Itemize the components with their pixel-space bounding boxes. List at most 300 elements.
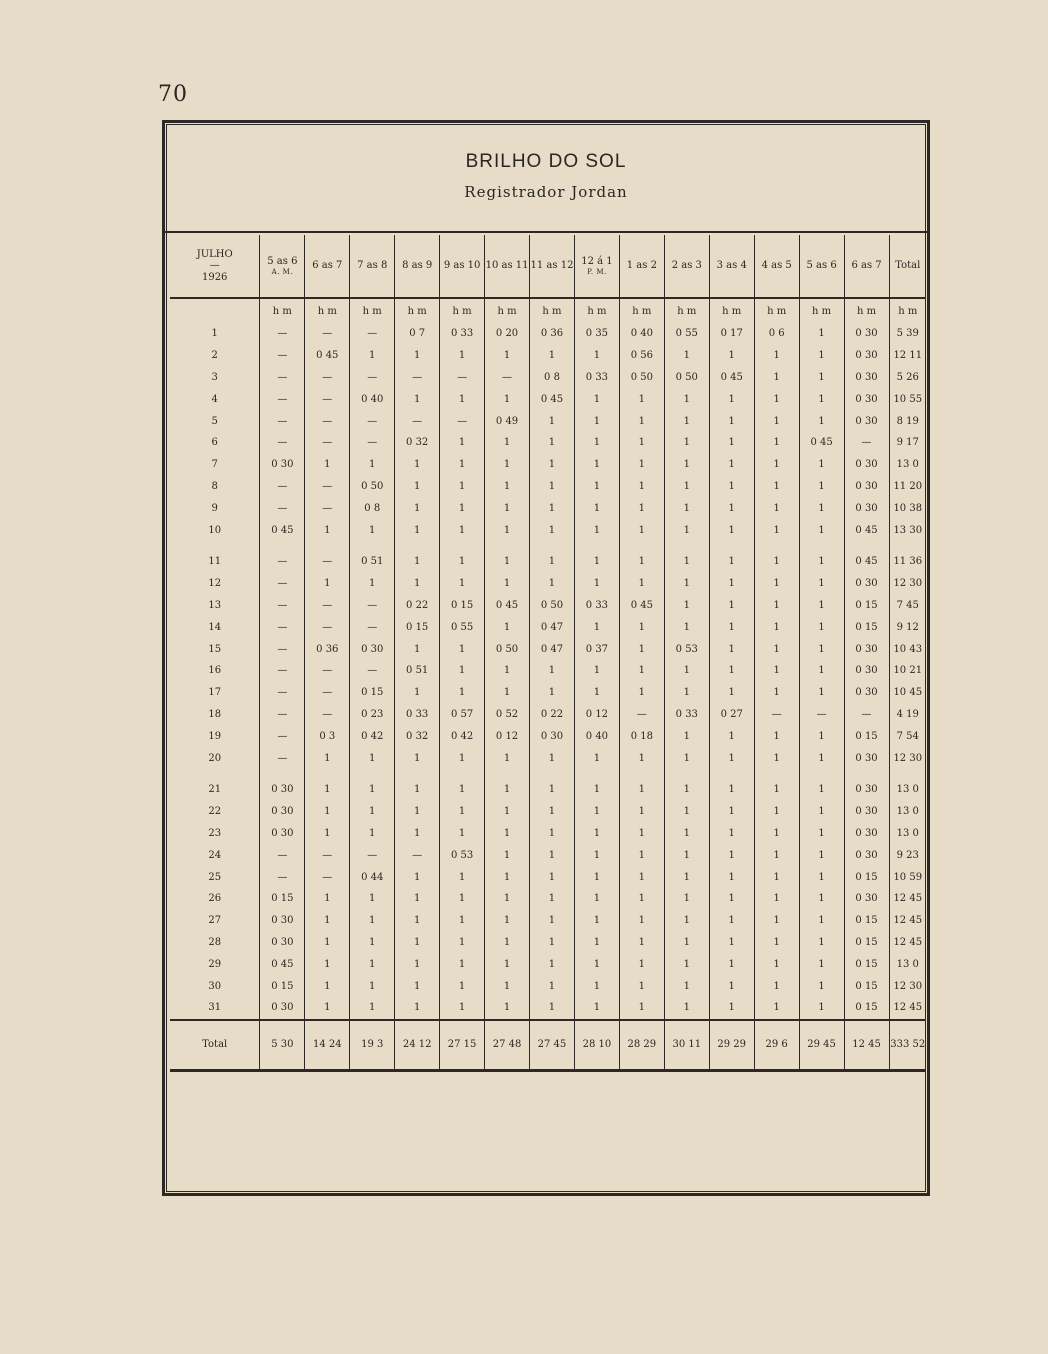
- day-cell: 21: [208, 784, 222, 796]
- total-cell: 27 45: [530, 1020, 575, 1071]
- value-cell: 1: [530, 888, 575, 910]
- day-cell: 12: [208, 578, 222, 590]
- value-cell: 1: [574, 476, 619, 498]
- value-cell: 1: [395, 910, 440, 932]
- value-cell: 1: [799, 682, 844, 704]
- value-cell: 1: [754, 660, 799, 682]
- day-cell: 7: [211, 459, 218, 471]
- value-cell: 0 50: [485, 638, 530, 660]
- day-cell: 20: [208, 752, 222, 764]
- value-cell: 1: [395, 997, 440, 1020]
- column-header: [350, 235, 395, 298]
- value-cell: 1: [619, 844, 664, 866]
- value-cell: —: [305, 704, 350, 726]
- value-cell: 0 20: [485, 323, 530, 345]
- value-cell: —: [260, 497, 305, 519]
- value-cell: 0 30: [844, 497, 889, 519]
- value-cell: 0 30: [260, 997, 305, 1020]
- day-cell: 5: [211, 415, 218, 427]
- value-cell: —: [260, 747, 305, 769]
- spacer-cell: [844, 769, 889, 779]
- value-cell: 1: [530, 410, 575, 432]
- value-cell: 1: [440, 497, 485, 519]
- value-cell: 1: [664, 497, 709, 519]
- value-cell: 1: [305, 888, 350, 910]
- value-cell: 1: [574, 432, 619, 454]
- value-cell: 0 27: [709, 704, 754, 726]
- value-cell: 1: [754, 388, 799, 410]
- value-cell: 0 45: [260, 953, 305, 975]
- value-cell: 1: [395, 932, 440, 954]
- value-cell: 0 30: [260, 910, 305, 932]
- value-cell: 0 50: [350, 476, 395, 498]
- value-cell: —: [305, 388, 350, 410]
- value-cell: —: [260, 638, 305, 660]
- value-cell: 1: [574, 888, 619, 910]
- value-cell: 0 8: [350, 497, 395, 519]
- value-cell: 1: [395, 779, 440, 801]
- unit-label: h m: [350, 298, 395, 323]
- value-cell: —: [395, 367, 440, 389]
- value-cell: 1: [709, 497, 754, 519]
- value-cell: 1: [709, 573, 754, 595]
- column-header: [709, 235, 754, 298]
- value-cell: 12 30: [889, 573, 926, 595]
- value-cell: 1: [574, 953, 619, 975]
- value-cell: 1: [305, 747, 350, 769]
- value-cell: 0 30: [260, 801, 305, 823]
- value-cell: 1: [530, 997, 575, 1020]
- value-cell: 1: [440, 997, 485, 1020]
- value-cell: 0 32: [395, 432, 440, 454]
- column-header: [485, 235, 530, 298]
- value-cell: 1: [754, 595, 799, 617]
- value-cell: 1: [799, 953, 844, 975]
- value-cell: 1: [350, 573, 395, 595]
- column-label: 10 as 11: [485, 260, 529, 272]
- value-cell: 1: [664, 725, 709, 747]
- value-cell: —: [260, 432, 305, 454]
- total-cell: 5 30: [260, 1020, 305, 1071]
- value-cell: —: [395, 844, 440, 866]
- day-cell: 31: [208, 1002, 222, 1014]
- column-label: 5 as 6: [806, 260, 837, 272]
- value-cell: 1: [664, 476, 709, 498]
- value-cell: 1: [709, 454, 754, 476]
- value-cell: 1: [799, 573, 844, 595]
- day-cell: 11: [208, 556, 222, 568]
- value-cell: 0 15: [844, 595, 889, 617]
- value-cell: 1: [440, 476, 485, 498]
- value-cell: 0 30: [844, 454, 889, 476]
- value-cell: 0 12: [574, 704, 619, 726]
- column-header: [530, 235, 575, 298]
- day-cell: 17: [208, 687, 222, 699]
- total-cell: 27 15: [440, 1020, 485, 1071]
- table-row: [170, 345, 926, 367]
- column-header: [664, 235, 709, 298]
- value-cell: 1: [530, 823, 575, 845]
- table-body: [170, 298, 926, 1020]
- table-row: [170, 616, 926, 638]
- day-cell: 9: [211, 502, 218, 514]
- value-cell: 1: [619, 454, 664, 476]
- value-cell: 0 45: [799, 432, 844, 454]
- value-cell: 1: [440, 454, 485, 476]
- value-cell: 1: [350, 454, 395, 476]
- value-cell: 1: [754, 975, 799, 997]
- value-cell: 1: [395, 519, 440, 541]
- table-row: [170, 866, 926, 888]
- value-cell: —: [260, 345, 305, 367]
- value-cell: —: [260, 725, 305, 747]
- value-cell: —: [395, 410, 440, 432]
- value-cell: 1: [664, 388, 709, 410]
- column-label: 12 á 1: [581, 256, 613, 268]
- value-cell: 0 15: [844, 975, 889, 997]
- value-cell: 1: [350, 801, 395, 823]
- spacer-cell: [305, 541, 350, 551]
- value-cell: 1: [485, 682, 530, 704]
- value-cell: 1: [350, 975, 395, 997]
- table-row: [170, 932, 926, 954]
- value-cell: 0 15: [260, 975, 305, 997]
- value-cell: 1: [754, 551, 799, 573]
- value-cell: 1: [440, 747, 485, 769]
- value-cell: 1: [619, 476, 664, 498]
- title-block: [165, 123, 927, 233]
- value-cell: 1: [574, 660, 619, 682]
- value-cell: 1: [440, 953, 485, 975]
- spacer-cell: [530, 541, 575, 551]
- value-cell: 1: [664, 747, 709, 769]
- value-cell: 0 18: [619, 725, 664, 747]
- value-cell: 1: [664, 432, 709, 454]
- value-cell: —: [350, 616, 395, 638]
- spacer-cell: [440, 541, 485, 551]
- value-cell: 12 45: [889, 910, 926, 932]
- value-cell: 1: [485, 953, 530, 975]
- value-cell: 1: [709, 660, 754, 682]
- value-cell: 1: [485, 616, 530, 638]
- unit-label: h m: [530, 298, 575, 323]
- value-cell: 1: [619, 616, 664, 638]
- total-cell: 30 11: [664, 1020, 709, 1071]
- value-cell: 1: [395, 573, 440, 595]
- value-cell: 1: [799, 932, 844, 954]
- value-cell: —: [799, 704, 844, 726]
- value-cell: 0 15: [260, 888, 305, 910]
- value-cell: 0 15: [440, 595, 485, 617]
- value-cell: 1: [709, 476, 754, 498]
- value-cell: 1: [664, 595, 709, 617]
- value-cell: 1: [350, 345, 395, 367]
- value-cell: 1: [619, 997, 664, 1020]
- spacer-cell: [395, 769, 440, 779]
- column-label: 1 as 2: [626, 260, 657, 272]
- column-header: [305, 235, 350, 298]
- column-header: [260, 235, 305, 298]
- value-cell: 11 36: [889, 551, 926, 573]
- value-cell: 1: [709, 910, 754, 932]
- value-cell: 1: [440, 910, 485, 932]
- value-cell: 1: [440, 932, 485, 954]
- value-cell: —: [305, 367, 350, 389]
- value-cell: 1: [754, 801, 799, 823]
- value-cell: 1: [799, 616, 844, 638]
- value-cell: 1: [619, 823, 664, 845]
- value-cell: 10 55: [889, 388, 926, 410]
- column-header: [889, 235, 926, 298]
- value-cell: 1: [440, 779, 485, 801]
- spacer-cell: [574, 541, 619, 551]
- value-cell: 1: [799, 747, 844, 769]
- value-cell: 12 45: [889, 888, 926, 910]
- value-cell: 13 0: [889, 953, 926, 975]
- table-row: [170, 388, 926, 410]
- value-cell: —: [350, 323, 395, 345]
- unit-label: h m: [619, 298, 664, 323]
- value-cell: —: [754, 704, 799, 726]
- value-cell: 1: [485, 801, 530, 823]
- value-cell: 1: [530, 660, 575, 682]
- value-cell: 1: [350, 747, 395, 769]
- value-cell: 9 17: [889, 432, 926, 454]
- value-cell: 1: [530, 747, 575, 769]
- value-cell: 1: [574, 997, 619, 1020]
- table-row: [170, 476, 926, 498]
- day-cell: 15: [208, 643, 222, 655]
- day-cell: 13: [208, 599, 222, 611]
- value-cell: 1: [754, 823, 799, 845]
- column-header: [574, 235, 619, 298]
- value-cell: —: [350, 432, 395, 454]
- value-cell: 1: [574, 454, 619, 476]
- value-cell: 0 33: [574, 367, 619, 389]
- value-cell: 0 7: [395, 323, 440, 345]
- value-cell: 1: [305, 779, 350, 801]
- day-cell: 26: [208, 893, 222, 905]
- value-cell: 1: [574, 747, 619, 769]
- value-cell: —: [260, 551, 305, 573]
- month-dash: —: [209, 260, 220, 272]
- value-cell: 0 30: [844, 345, 889, 367]
- value-cell: 0 40: [350, 388, 395, 410]
- value-cell: 1: [530, 844, 575, 866]
- value-cell: 13 0: [889, 823, 926, 845]
- table-row: [170, 844, 926, 866]
- value-cell: 1: [799, 975, 844, 997]
- value-cell: 1: [485, 910, 530, 932]
- value-cell: 12 45: [889, 932, 926, 954]
- value-cell: 0 45: [485, 595, 530, 617]
- value-cell: 1: [395, 497, 440, 519]
- table-row: [170, 551, 926, 573]
- value-cell: 1: [664, 953, 709, 975]
- value-cell: 1: [664, 345, 709, 367]
- value-cell: 9 23: [889, 844, 926, 866]
- value-cell: 0 15: [844, 910, 889, 932]
- value-cell: 1: [485, 932, 530, 954]
- value-cell: 1: [574, 388, 619, 410]
- spacer-cell: [260, 541, 305, 551]
- total-cell: 28 29: [619, 1020, 664, 1071]
- table-row: [170, 953, 926, 975]
- value-cell: 1: [709, 725, 754, 747]
- value-cell: 0 40: [619, 323, 664, 345]
- spacer-cell: [619, 769, 664, 779]
- day-cell: 8: [211, 480, 218, 492]
- value-cell: 1: [619, 432, 664, 454]
- value-cell: 1: [485, 888, 530, 910]
- value-cell: 1: [530, 932, 575, 954]
- value-cell: 1: [664, 410, 709, 432]
- value-cell: 10 45: [889, 682, 926, 704]
- value-cell: 1: [799, 345, 844, 367]
- unit-label: h m: [709, 298, 754, 323]
- value-cell: 1: [709, 682, 754, 704]
- value-cell: 1: [664, 823, 709, 845]
- day-cell: 19: [208, 730, 222, 742]
- value-cell: 0 33: [664, 704, 709, 726]
- table-row: [170, 660, 926, 682]
- unit-label: h m: [305, 298, 350, 323]
- value-cell: 1: [754, 932, 799, 954]
- value-cell: 1: [709, 997, 754, 1020]
- value-cell: 0 50: [664, 367, 709, 389]
- spacer-cell: [170, 769, 260, 779]
- column-header: [619, 235, 664, 298]
- value-cell: 0 30: [844, 573, 889, 595]
- value-cell: 1: [799, 801, 844, 823]
- spacer-cell: [664, 541, 709, 551]
- unit-blank: [170, 298, 260, 323]
- page-subtitle: Registrador Jordan: [464, 183, 628, 201]
- value-cell: 1: [709, 801, 754, 823]
- value-cell: 0 15: [844, 725, 889, 747]
- value-cell: 0 44: [350, 866, 395, 888]
- value-cell: 0 35: [574, 323, 619, 345]
- value-cell: 1: [395, 801, 440, 823]
- spacer-cell: [350, 769, 395, 779]
- value-cell: 1: [440, 888, 485, 910]
- value-cell: 1: [440, 638, 485, 660]
- spacer-cell: [889, 769, 926, 779]
- value-cell: 1: [664, 801, 709, 823]
- value-cell: 1: [574, 497, 619, 519]
- unit-row: [170, 298, 926, 323]
- spacer-cell: [799, 541, 844, 551]
- value-cell: —: [305, 616, 350, 638]
- value-cell: 0 22: [395, 595, 440, 617]
- value-cell: 4 19: [889, 704, 926, 726]
- table-row: [170, 573, 926, 595]
- value-cell: 1: [754, 844, 799, 866]
- page-title: BRILHO DO SOL: [465, 151, 627, 172]
- value-cell: 1: [440, 551, 485, 573]
- value-cell: —: [350, 410, 395, 432]
- value-cell: 0 30: [844, 367, 889, 389]
- value-cell: 1: [440, 823, 485, 845]
- value-cell: 1: [709, 844, 754, 866]
- column-label: 11 as 12: [530, 260, 574, 272]
- unit-label: h m: [574, 298, 619, 323]
- value-cell: —: [260, 476, 305, 498]
- day-cell: 3: [211, 371, 218, 383]
- header-row: [170, 235, 926, 298]
- column-label: 6 as 7: [312, 260, 343, 272]
- value-cell: 1: [619, 779, 664, 801]
- unit-label: h m: [395, 298, 440, 323]
- value-cell: —: [350, 844, 395, 866]
- value-cell: 1: [305, 801, 350, 823]
- value-cell: 13 0: [889, 454, 926, 476]
- value-cell: 0 47: [530, 638, 575, 660]
- total-cell: 24 12: [395, 1020, 440, 1071]
- total-cell: 12 45: [844, 1020, 889, 1071]
- value-cell: 0 49: [485, 410, 530, 432]
- value-cell: 12 30: [889, 975, 926, 997]
- value-cell: 1: [350, 997, 395, 1020]
- value-cell: 1: [799, 997, 844, 1020]
- value-cell: —: [305, 844, 350, 866]
- value-cell: 1: [485, 388, 530, 410]
- value-cell: 0 42: [350, 725, 395, 747]
- value-cell: 0 30: [844, 682, 889, 704]
- value-cell: 1: [440, 975, 485, 997]
- column-header: [799, 235, 844, 298]
- value-cell: 0 30: [844, 660, 889, 682]
- column-header: [395, 235, 440, 298]
- value-cell: 1: [799, 476, 844, 498]
- value-cell: 0 33: [440, 323, 485, 345]
- value-cell: 0 56: [619, 345, 664, 367]
- page-number: 70: [158, 82, 188, 107]
- total-row: [170, 1020, 926, 1071]
- year-label: 1926: [201, 271, 228, 283]
- unit-label: h m: [664, 298, 709, 323]
- value-cell: 11 20: [889, 476, 926, 498]
- value-cell: 1: [799, 725, 844, 747]
- value-cell: 0 45: [530, 388, 575, 410]
- value-cell: 1: [395, 638, 440, 660]
- value-cell: 1: [574, 801, 619, 823]
- value-cell: 1: [530, 432, 575, 454]
- value-cell: —: [260, 660, 305, 682]
- spacer-cell: [799, 769, 844, 779]
- spacer-cell: [754, 541, 799, 551]
- value-cell: 1: [350, 953, 395, 975]
- value-cell: 1: [305, 573, 350, 595]
- value-cell: 1: [799, 638, 844, 660]
- value-cell: 1: [574, 975, 619, 997]
- value-cell: —: [305, 323, 350, 345]
- value-cell: 0 53: [664, 638, 709, 660]
- value-cell: 0 8: [530, 367, 575, 389]
- table-row: [170, 725, 926, 747]
- spacer-cell: [350, 541, 395, 551]
- value-cell: 1: [485, 345, 530, 367]
- column-label: 9 as 10: [443, 260, 481, 272]
- value-cell: 0 50: [530, 595, 575, 617]
- value-cell: 1: [530, 801, 575, 823]
- value-cell: 0 30: [844, 747, 889, 769]
- value-cell: 1: [754, 573, 799, 595]
- value-cell: 1: [530, 866, 575, 888]
- spacer-cell: [574, 769, 619, 779]
- table-row: [170, 747, 926, 769]
- value-cell: 1: [619, 388, 664, 410]
